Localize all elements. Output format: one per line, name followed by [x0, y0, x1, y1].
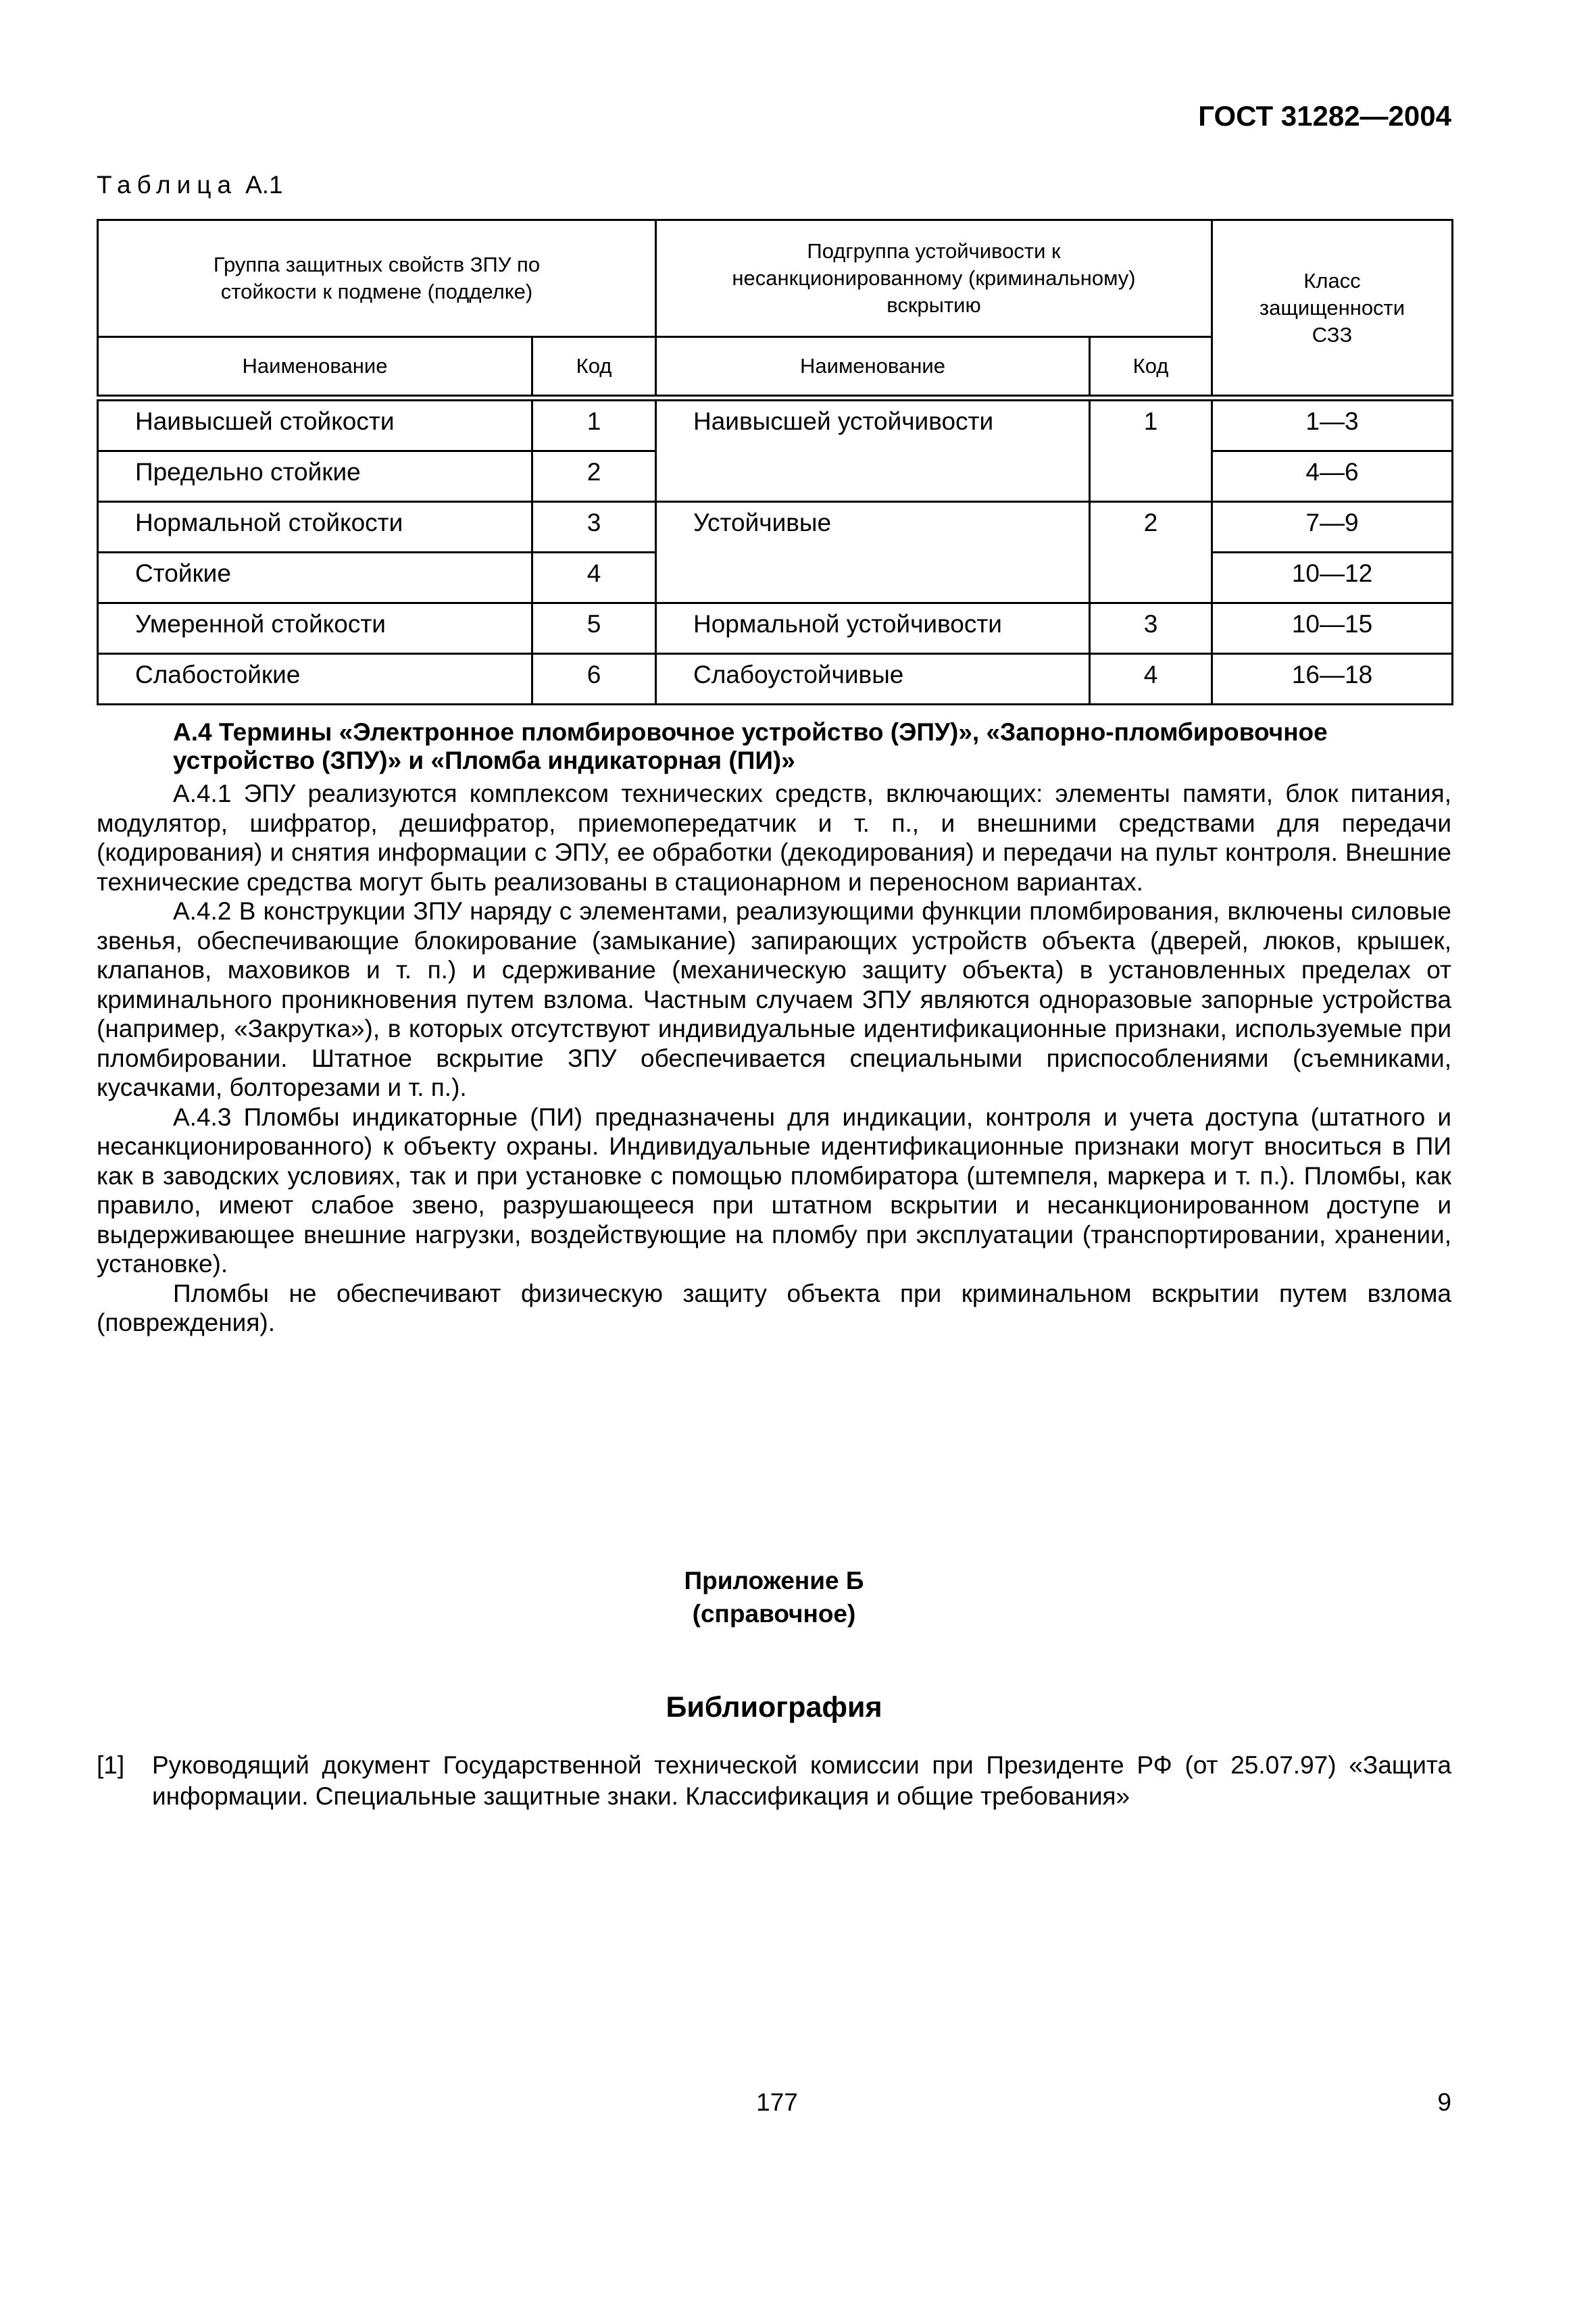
group-code-cell: 1	[532, 398, 656, 451]
group-name-cell: Стойкие	[98, 553, 532, 603]
header-group-protective-properties	[98, 220, 656, 337]
subgroup-name-cell: Слабоустойчивые	[656, 654, 1090, 705]
bibliography-list	[97, 1750, 1451, 1812]
group-code-cell: 4	[532, 553, 656, 603]
appendix-b-title-block	[97, 1564, 1451, 1630]
group-name-cell: Умеренной стойкости	[98, 603, 532, 654]
table-caption-word: Таблица	[97, 171, 238, 199]
table-row	[98, 398, 1453, 451]
table-row	[98, 502, 1453, 553]
group-name-cell: Нормальной стойкости	[98, 502, 532, 553]
group-code-cell: 2	[532, 451, 656, 502]
header-subgroup-name: Наименование	[656, 337, 1090, 399]
document-code-header: ГОСТ 31282—2004	[1198, 100, 1451, 132]
subgroup-code-cell: 2	[1090, 502, 1212, 603]
header-group-text: Группа защитных свойств ЗПУ по стойкости к подмене (подделке)	[213, 253, 541, 303]
subgroup-name-cell: Наивысшей устойчивости	[656, 398, 1090, 502]
group-code-cell: 3	[532, 502, 656, 553]
paragraph-a4-3: А.4.3 Пломбы индикаторные (ПИ) предназначены для индикации, контроля и учета доступа (штатного и несанкционированного) к объекту охраны. Индивидуальные идентификационные признаки могут вноситься в ПИ как в заводских условиях, так и при установке с помощью пломбиратора (штемпеля, маркера и т. п.). Пломбы, как правило, имеют слабое звено, разрушающееся при штатном вскрытии и несанкционированном доступе и выдерживающее внешние нагрузки, воздействующие на пломбу при эксплуатации (транспортировании, хранении, установке).	[97, 1103, 1451, 1278]
subgroup-name-cell: Нормальной устойчивости	[656, 603, 1090, 654]
class-cell: 16—18	[1212, 654, 1453, 705]
group-code-cell: 6	[532, 654, 656, 705]
header-subgroup-resistance	[656, 220, 1212, 337]
class-cell: 1—3	[1212, 398, 1453, 451]
table-caption	[97, 170, 283, 200]
appendix-b-title: Приложение Б	[684, 1567, 864, 1594]
header-group-code: Код	[532, 337, 656, 399]
appendix-b-subtitle: (справочное)	[692, 1600, 856, 1628]
subgroup-code-cell: 4	[1090, 654, 1212, 705]
group-name-cell: Предельно стойкие	[98, 451, 532, 502]
group-code-cell: 5	[532, 603, 656, 654]
group-name-cell: Наивысшей стойкости	[98, 398, 532, 451]
table-row	[98, 603, 1453, 654]
section-a4-body	[97, 779, 1451, 1338]
paragraph-a4-1: А.4.1 ЭПУ реализуются комплексом технических средств, включающих: элементы памяти, блок питания, модулятор, шифратор, дешифратор, приемопередатчик и т. п., и внешними средствами для передачи (кодирования) и снятия информации с ЭПУ, ее обработки (декодирования) и передачи на пульт контроля. Внешние технические средства могут быть реализованы в стационарном и переносном вариантах.	[97, 780, 1451, 896]
subgroup-code-cell: 1	[1090, 398, 1212, 502]
table-header-row	[98, 220, 1453, 337]
classification-table	[97, 219, 1453, 705]
page-number-right: 9	[1437, 2088, 1451, 2116]
header-class-text: Класс защищенности СЗЗ	[1259, 268, 1405, 347]
page-number-center: 177	[756, 2088, 798, 2116]
paragraph-seals-note: Пломбы не обеспечивают физическую защиту объекта при криминальном вскрытии путем взлома (повреждения).	[97, 1279, 1451, 1336]
header-subgroup-text: Подгруппа устойчивости к несанкционированному (криминальному) вскрытию	[732, 239, 1136, 317]
class-cell: 10—12	[1212, 553, 1453, 603]
header-subgroup-code: Код	[1090, 337, 1212, 399]
bibliography-item-text: Руководящий документ Государственной технической комиссии при Президенте РФ (от 25.07.97) «Защита информации. Специальные защитные знаки. Классификация и общие требования»	[152, 1751, 1451, 1810]
class-cell: 7—9	[1212, 502, 1453, 553]
bibliography-heading: Библиография	[666, 1691, 882, 1724]
group-name-cell: Слабостойкие	[98, 654, 532, 705]
paragraph-a4-2: А.4.2 В конструкции ЗПУ наряду с элементами, реализующими функции пломбирования, включены силовые звенья, обеспечивающие блокирование (замыкание) запирающих устройств объекта (дверей, люков, крышек, клапанов, маховиков и т. п.) и сдерживание (механическую защиту объекта) в установленных пределах от криминального проникновения путем взлома. Частным случаем ЗПУ являются одноразовые запорные устройства (например, «Закрутка»), в которых отсутствуют индивидуальные идентификационные признаки, используемые при пломбировании. Штатное вскрытие ЗПУ обеспечивается специальными приспособлениями (съемниками, кусачками, болторезами и т. п.).	[97, 897, 1451, 1101]
section-a4-heading: А.4 Термины «Электронное пломбировочное устройство (ЭПУ)», «Запорно-пломбировочное устройство (ЗПУ)» и «Пломба индикаторная (ПИ)»	[173, 718, 1328, 774]
classification-table-container	[97, 219, 1451, 705]
header-group-name: Наименование	[98, 337, 532, 399]
subgroup-name-cell: Устойчивые	[656, 502, 1090, 603]
bibliography-item	[97, 1750, 1451, 1812]
table-caption-number: А.1	[245, 171, 283, 199]
bibliography-item-number: [1]	[97, 1751, 125, 1779]
header-protection-class	[1212, 220, 1453, 399]
table-row	[98, 654, 1453, 705]
class-cell: 10—15	[1212, 603, 1453, 654]
class-cell: 4—6	[1212, 451, 1453, 502]
subgroup-code-cell: 3	[1090, 603, 1212, 654]
